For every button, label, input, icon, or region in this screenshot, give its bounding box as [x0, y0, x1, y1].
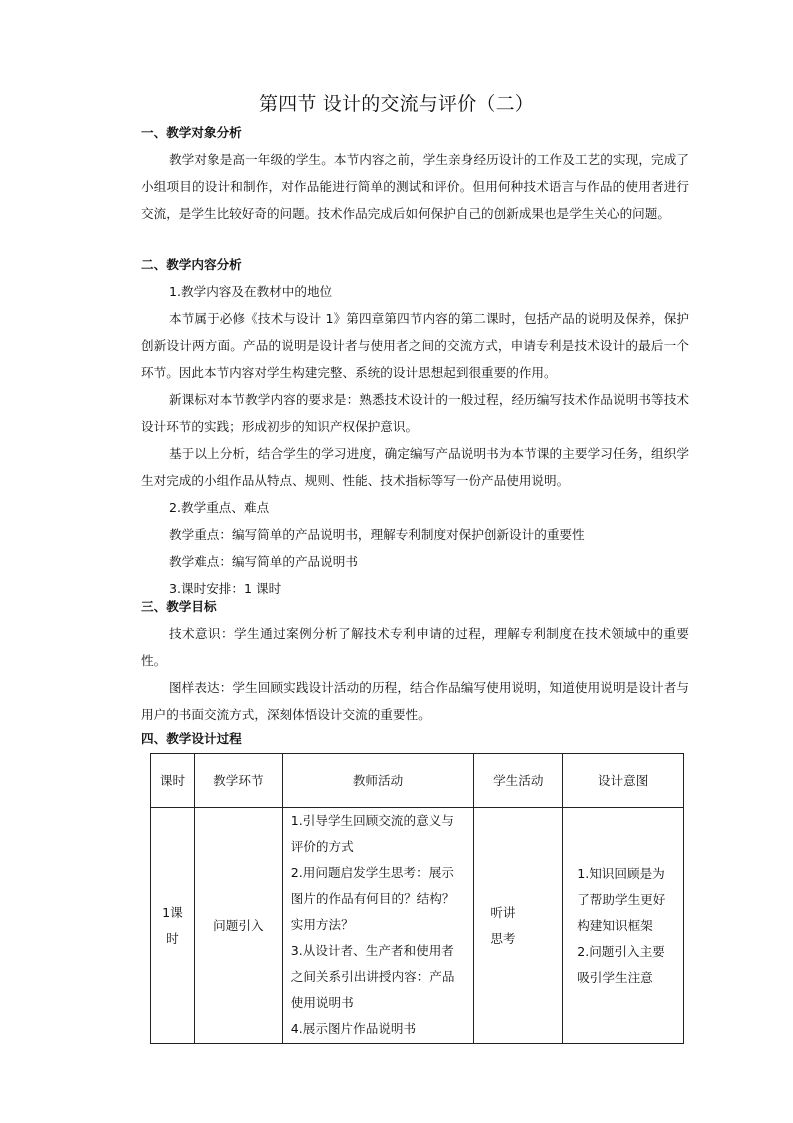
key-point: 教学重点：编写简单的产品说明书，理解专利制度对保护创新设计的重要性: [169, 527, 585, 542]
list-item: 2.问题引入主要吸引学生注意: [577, 943, 665, 985]
teacher-activity-cell: [282, 808, 474, 1044]
paragraph: 基于以上分析，结合学生的学习进度，确定编写产品说明书为本节课的主要学习任务，组织学生对完成的小组作品从特点、规则、性能、技术指标等写一份产品使用说明。: [141, 446, 689, 488]
stage-cell: 问题引入: [194, 808, 282, 1044]
teaching-design-table: [150, 753, 684, 1044]
section-1-body: [141, 146, 689, 227]
list-item: 听讲: [490, 904, 516, 920]
list-item: 思考: [490, 930, 516, 946]
list-item: 3.从设计者、生产者和使用者之间关系引出讲授内容：产品使用说明书: [290, 943, 455, 1010]
table-header-cell: 课时: [151, 754, 195, 808]
paragraph: 图样表达：学生回顾实践设计活动的历程，结合作品编写使用说明，知道使用说明是设计者与用户的书面交流方式，深刻体悟设计交流的重要性。: [141, 680, 689, 722]
list-item: 4.展示图片作品说明书: [290, 1021, 417, 1036]
subheading: 1.教学内容及在教材中的地位: [169, 284, 333, 299]
section-heading-4: 四、教学设计过程: [141, 731, 242, 746]
section-2-body: [141, 278, 689, 602]
page-title: 第四节 设计的交流与评价（二）: [258, 93, 535, 115]
section-heading-1: 一、教学对象分析: [141, 125, 242, 140]
table-header-cell: 设计意图: [563, 754, 684, 808]
subheading: 3.课时安排：1 课时: [169, 581, 282, 596]
table-header-cell: 教学环节: [194, 754, 282, 808]
table-header-cell: 学生活动: [474, 754, 563, 808]
difficulty: 教学难点：编写简单的产品说明书: [169, 554, 358, 569]
section-3-body: [141, 620, 689, 728]
table-header-row: [151, 754, 684, 808]
subheading: 2.教学重点、难点: [169, 500, 270, 515]
paragraph: 技术意识：学生通过案例分析了解技术专利申请的过程，理解专利制度在技术领域中的重要性。: [141, 626, 689, 668]
design-intent-cell: [563, 808, 684, 1044]
student-activity-cell: [474, 808, 563, 1044]
paragraph: 新课标对本节教学内容的要求是：熟悉技术设计的一般过程，经历编写技术作品说明书等技术设计环节的实践；形成初步的知识产权保护意识。: [141, 392, 689, 434]
period-cell: 1课时: [151, 808, 195, 1044]
table-header-cell: 教师活动: [282, 754, 474, 808]
list-item: 1.知识回顾是为了帮助学生更好构建知识框架: [577, 865, 666, 933]
table-row: [151, 808, 684, 1044]
list-item: 1.引导学生回顾交流的意义与评价的方式: [290, 813, 454, 854]
paragraph: 本节属于必修《技术与设计 1》第四章第四节内容的第二课时，包括产品的说明及保养，保护创新设计两方面。产品的说明是设计者与使用者之间的交流方式，申请专利是技术设计的最后一个环节。因此本节内容对学生构建完整、系统的设计思想起到很重要的作用。: [141, 311, 689, 380]
list-item: 2.用问题启发学生思考：展示图片的作品有何目的？结构？实用方法？: [290, 865, 455, 932]
section-heading-3: 三、教学目标: [141, 599, 217, 614]
paragraph: 教学对象是高一年级的学生。本节内容之前，学生亲身经历设计的工作及工艺的实现，完成了小组项目的设计和制作，对作品能进行简单的测试和评价。但用何种技术语言与作品的使用者进行交流，是学生比较好奇的问题。技术作品完成后如何保护自己的创新成果也是学生关心的问题。: [141, 152, 689, 221]
section-heading-2: 二、教学内容分析: [141, 257, 242, 272]
